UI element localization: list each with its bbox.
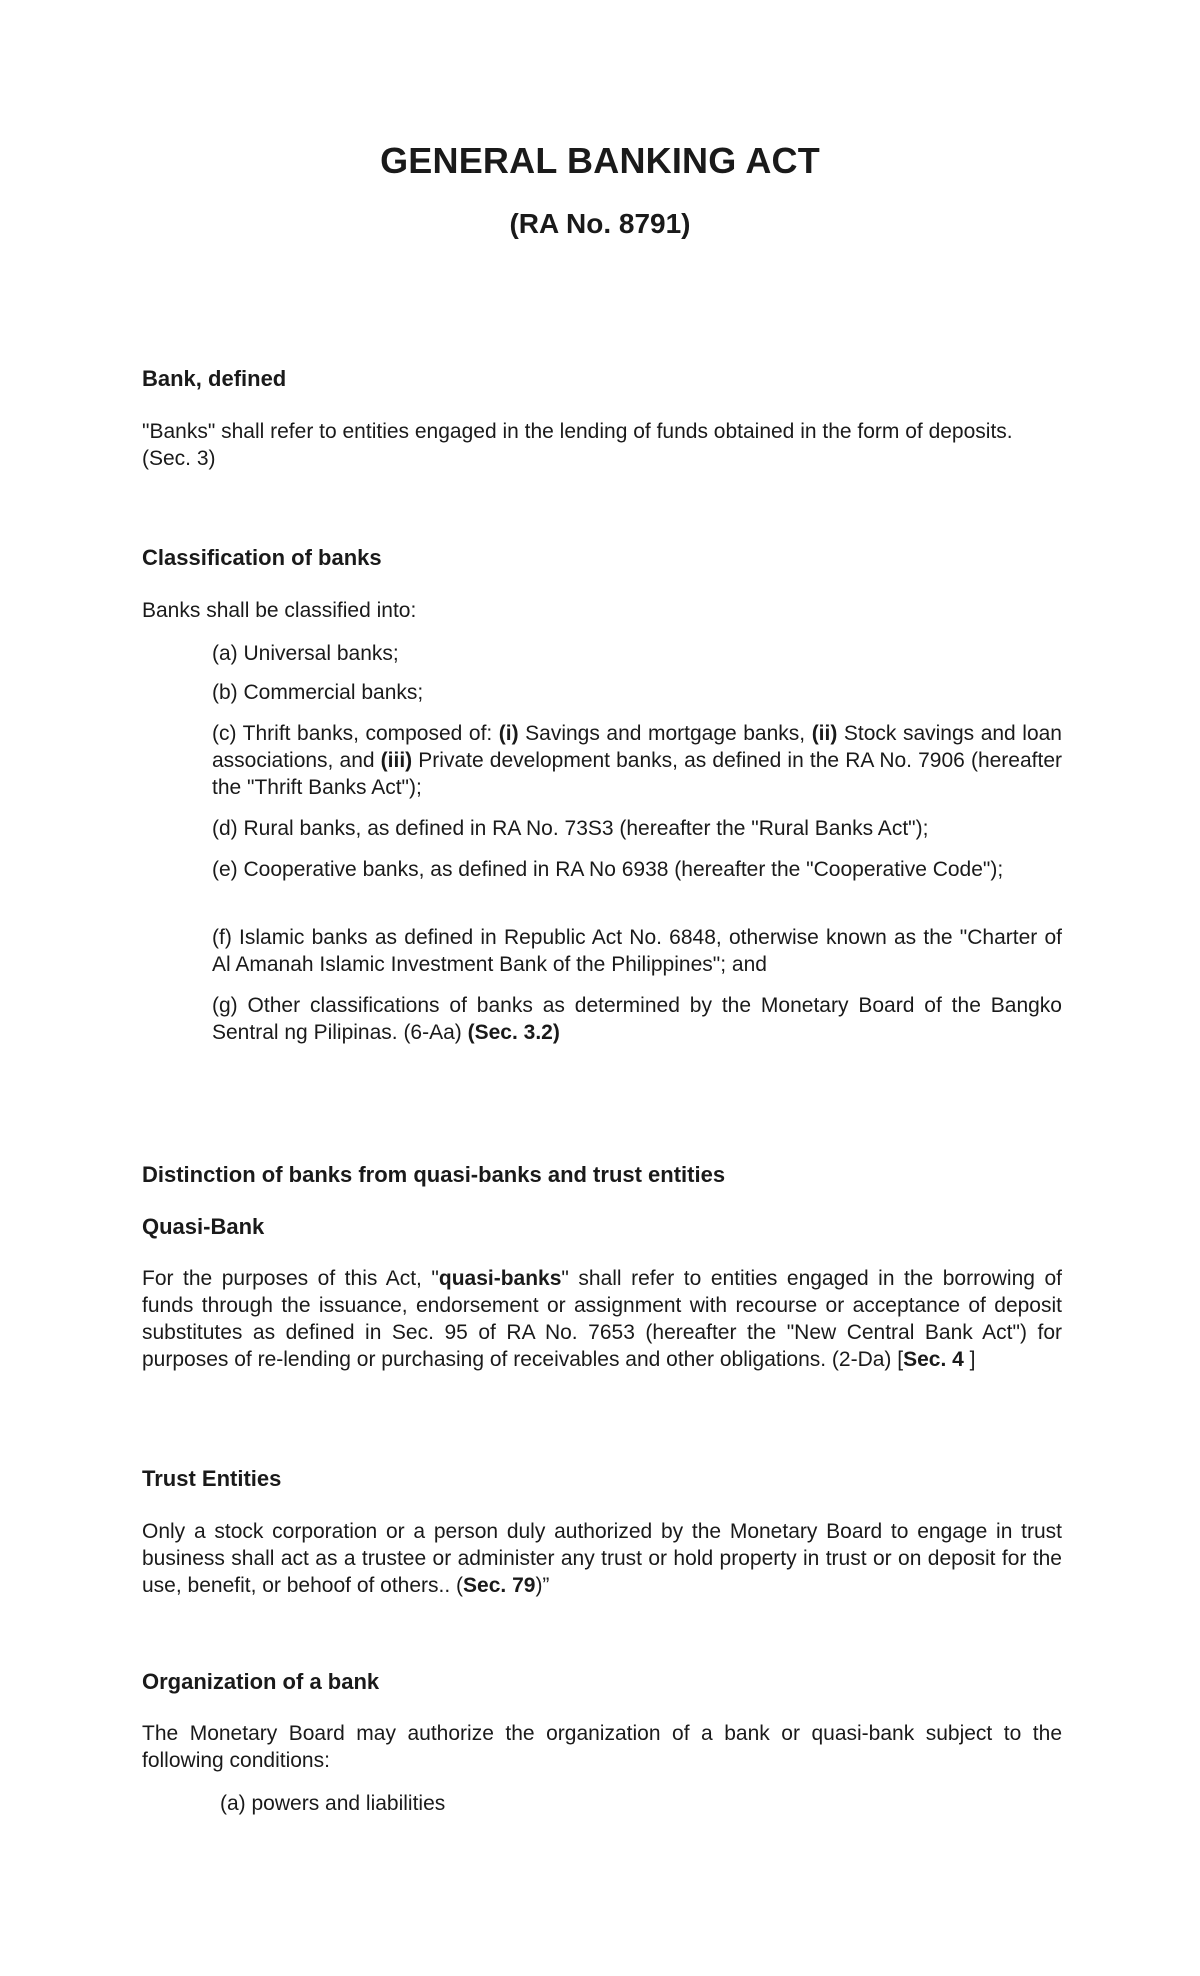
quasi-bank-text-2: " shall refer to entities engaged in the borrowing of funds through the issuance, endorsement or assignment with recourse or acceptance of deposit substitutes as defined in Sec. 95 of RA No. 7653 (hereafter the "New Central Bank Act") for purposes of re-lending or purchasing of receivables and other obligations. (2-Da) [ [142, 1267, 1062, 1371]
quasi-bank-heading: Quasi-Bank [142, 1214, 265, 1239]
item-c-roman-i: (i) [498, 722, 519, 745]
trust-entities-section-ref: Sec. 79 [463, 1574, 536, 1597]
trust-entities-text [142, 1518, 1062, 1599]
organization-text: The Monetary Board may authorize the organization of a bank or quasi-bank subject to the following conditions: [142, 1722, 1062, 1772]
item-c-roman-iii: (iii) [380, 749, 413, 772]
quasi-bank-term: quasi-banks [438, 1267, 562, 1290]
distinction-heading: Distinction of banks from quasi-banks and trust entities [142, 1162, 726, 1187]
classification-item-c [212, 720, 1062, 801]
trust-entities-heading: Trust Entities [142, 1466, 282, 1491]
item-c-roman-ii: (ii) [811, 722, 838, 745]
item-c-text-3: Stock savings and loan associations, and [212, 722, 1062, 772]
classification-heading: Classification of banks [142, 545, 382, 570]
classification-item-f: (f) Islamic banks as defined in Republic Act No. 6848, otherwise known as the "Charter of Al Amanah Islamic Investment Bank of the Philippines"; and [212, 926, 1062, 976]
item-g-text: (g) Other classifications of banks as determined by the Monetary Board of the Bangko Sentral ng Pilipinas. (6-Aa) [212, 994, 1062, 1044]
classification-intro: Banks shall be classified into: [142, 599, 417, 622]
item-c-text-1: (c) Thrift banks, composed of: [212, 722, 499, 745]
bank-defined-heading: Bank, defined [142, 366, 287, 391]
quasi-bank-text-1: For the purposes of this Act, " [142, 1267, 439, 1290]
classification-item-a: (a) Universal banks; [212, 642, 399, 665]
item-c-text-4: Private development banks, as defined in the RA No. 7906 (hereafter the "Thrift Banks Act"); [212, 749, 1062, 799]
quasi-bank-section-ref: Sec. 4 [903, 1348, 964, 1371]
bank-defined-text: "Banks" shall refer to entities engaged in the lending of funds obtained in the form of deposits. (Sec. 3) [142, 420, 1013, 470]
document-title: GENERAL BANKING ACT [380, 140, 820, 181]
document-subtitle: (RA No. 8791) [509, 208, 691, 239]
quasi-bank-text [142, 1265, 1062, 1373]
classification-item-b: (b) Commercial banks; [212, 681, 424, 704]
organization-heading: Organization of a bank [142, 1669, 380, 1694]
item-c-text-2: Savings and mortgage banks, [518, 722, 812, 745]
classification-item-g [212, 992, 1062, 1046]
classification-item-d: (d) Rural banks, as defined in RA No. 73S3 (hereafter the "Rural Banks Act"); [212, 817, 929, 840]
trust-entities-text-1: Only a stock corporation or a person duly authorized by the Monetary Board to engage in trust business shall act as a trustee or administer any trust or hold property in trust or on deposit for the use, benefit, or behoof of others.. ( [142, 1520, 1062, 1597]
item-g-section-ref: (Sec. 3.2) [467, 1021, 560, 1044]
classification-item-e: (e) Cooperative banks, as defined in RA No 6938 (hereafter the "Cooperative Code"); [212, 858, 1004, 881]
quasi-bank-text-3: ] [963, 1348, 976, 1371]
organization-item-a: (a) powers and liabilities [220, 1792, 446, 1815]
trust-entities-text-2: )” [535, 1574, 550, 1597]
